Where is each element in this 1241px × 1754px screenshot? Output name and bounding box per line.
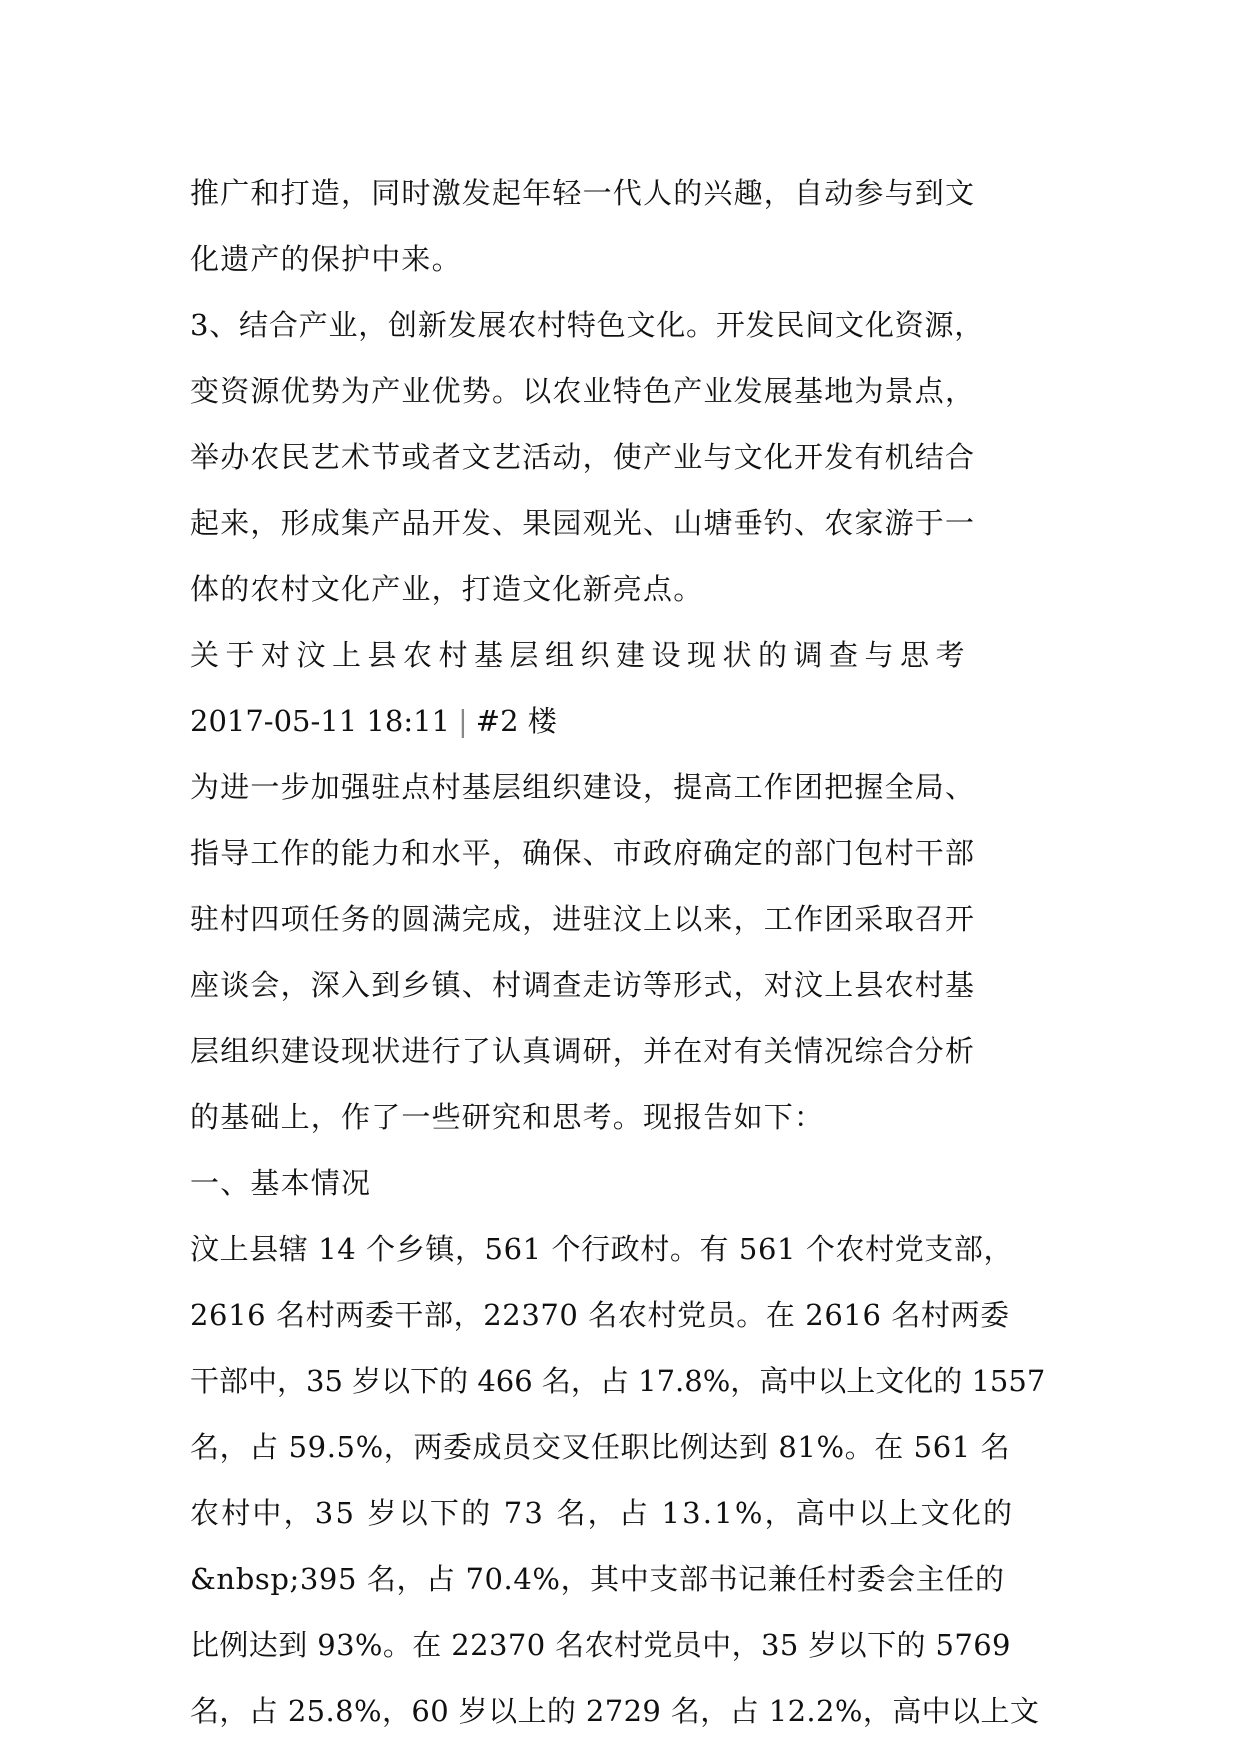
text-line: 化遗产的保护中来。 [190, 242, 462, 276]
text-line: 层组织建设现状进行了认真调研，并在对有关情况综合分析 [190, 1034, 976, 1068]
document-body [190, 160, 1060, 1744]
text-line: 汶上县辖 14 个乡镇，561 个行政村。有 561 个农村党支部， [190, 1232, 1014, 1266]
text-line: 2616 名村两委干部，22370 名农村党员。在 2616 名村两委 [190, 1298, 1010, 1332]
text-line: 变资源优势为产业优势。以农业特色产业发展基地为景点， [190, 374, 976, 408]
text-line: 推广和打造，同时激发起年轻一代人的兴趣，自动参与到文 [190, 176, 976, 210]
subsection-heading: 一、基本情况 [190, 1166, 372, 1200]
section-heading: 关于对汶上县农村基层组织建设现状的调查与思考 [190, 638, 972, 672]
text-line: 农村中，35 岁以下的 73 名，占 13.1%，高中以上文化的 [190, 1496, 1015, 1530]
text-line: 3、结合产业，创新发展农村特色文化。开发民间文化资源， [190, 308, 985, 342]
post-meta [190, 688, 1060, 754]
text-line: 座谈会，深入到乡镇、村调查走访等形式，对汶上县农村基 [190, 968, 976, 1002]
text-line: &nbsp;395 名，占 70.4%，其中支部书记兼任村委会主任的 [190, 1562, 1005, 1596]
text-line: 为进一步加强驻点村基层组织建设，提高工作团把握全局、 [190, 770, 976, 804]
text-line: 指导工作的能力和水平，确保、市政府确定的部门包村干部 [190, 836, 976, 870]
text-line: 举办农民艺术节或者文艺活动，使产业与文化开发有机结合 [190, 440, 976, 474]
text-line: 干部中，35 岁以下的 466 名，占 17.8%，高中以上文化的 1557 [190, 1364, 1046, 1398]
text-line: 名，占 59.5%，两委成员交叉任职比例达到 81%。在 561 名 [190, 1430, 1011, 1464]
post-datetime: 2017-05-11 18:11 [190, 704, 450, 738]
text-line: 的基础上，作了一些研究和思考。现报告如下： [190, 1100, 825, 1134]
text-line: 比例达到 93%。在 22370 名农村党员中，35 岁以下的 5769 [190, 1628, 1011, 1662]
post-meta-separator: | [458, 704, 468, 738]
text-line: 驻村四项任务的圆满完成，进驻汶上以来，工作团采取召开 [190, 902, 976, 936]
text-line: 起来，形成集产品开发、果园观光、山塘垂钓、农家游于一 [190, 506, 976, 540]
post-floor: #2 楼 [475, 704, 557, 738]
text-line: 名，占 25.8%，60 岁以上的 2729 名，占 12.2%，高中以上文 [190, 1694, 1040, 1728]
text-line: 体的农村文化产业，打造文化新亮点。 [190, 572, 704, 606]
